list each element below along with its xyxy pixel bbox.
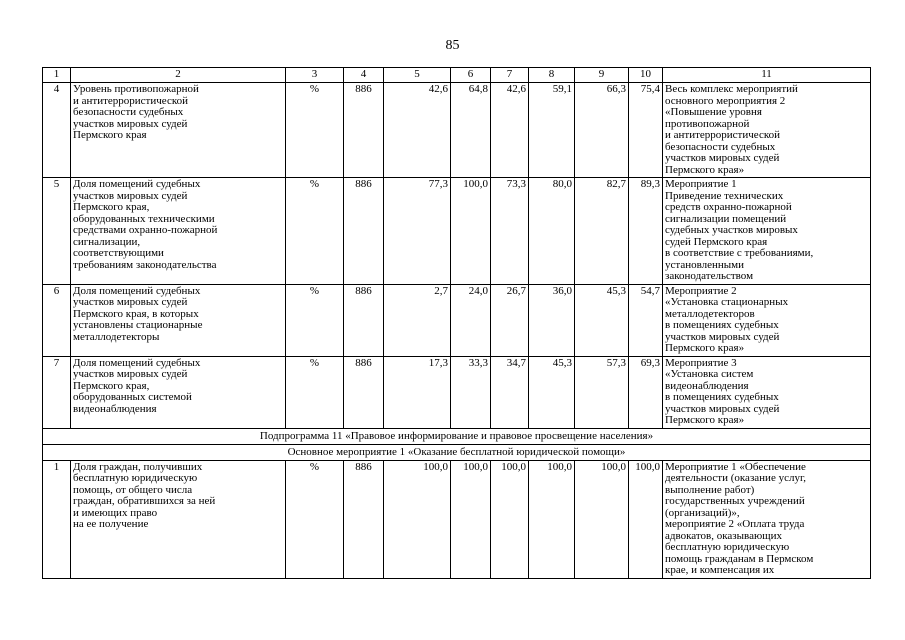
measure-line: Пермского края» xyxy=(665,342,745,354)
measure-line: крае, и компенсация их xyxy=(665,564,775,576)
column-number-header xyxy=(43,68,871,83)
measure-line: участков мировых судей xyxy=(665,330,780,343)
measure-line: участков мировых судей xyxy=(665,402,780,415)
subprogram-heading xyxy=(43,428,871,444)
indicator-name xyxy=(71,356,286,428)
value-col9: 100,0 xyxy=(575,460,629,578)
name-line: участков мировых судей xyxy=(73,117,188,130)
table-row xyxy=(43,83,871,178)
table-row xyxy=(43,356,871,428)
value-col8: 100,0 xyxy=(529,460,575,578)
measure-line: судей Пермского края xyxy=(665,235,768,248)
value-col6: 24,0 xyxy=(451,284,491,356)
header-cell: 8 xyxy=(529,68,575,83)
value-col5: 77,3 xyxy=(384,178,451,285)
name-line: участков мировых судей xyxy=(73,189,188,202)
name-line: участков мировых судей xyxy=(73,368,188,380)
measure-line: мероприятие 2 «Оплата труда xyxy=(665,518,805,530)
measure-description xyxy=(663,460,871,578)
name-line: участков мировых судей xyxy=(73,296,188,308)
name-line: средствами охранно-пожарной xyxy=(73,224,218,236)
measure-line: и антитеррористической xyxy=(665,129,780,141)
measure-line: Приведение технических xyxy=(665,189,784,202)
measure-line: Весь комплекс мероприятий xyxy=(665,83,798,95)
value-col9: 57,3 xyxy=(575,356,629,428)
name-line: оборудованных системой xyxy=(73,391,192,403)
measure-line: сигнализации помещений xyxy=(665,212,787,225)
measure-line: Пермского края» xyxy=(665,163,745,176)
measure-description xyxy=(663,178,871,285)
measure-line: помощь гражданам в Пермском xyxy=(665,552,814,565)
name-line: на ее получение xyxy=(73,518,149,530)
name-line: Пермского края, в которых xyxy=(73,307,199,320)
value-col7: 73,3 xyxy=(491,178,529,285)
name-line: сигнализации, xyxy=(73,235,141,248)
indicator-name xyxy=(71,83,286,178)
subprogram-heading-title: Подпрограмма 11 «Правовое информирование и правовое просвещение населения» xyxy=(43,428,871,444)
measure-line: в помещениях судебных xyxy=(665,391,779,403)
measure-line: государственных учреждений xyxy=(665,495,805,507)
indicators-table xyxy=(42,67,871,579)
indicator-name xyxy=(71,178,286,285)
name-line: Пермского края, xyxy=(73,201,150,213)
code-cell: 886 xyxy=(344,178,384,285)
table-row xyxy=(43,178,871,285)
main-measure-heading-title: Основное мероприятие 1 «Оказание бесплатной юридической помощи» xyxy=(43,444,871,460)
value-col7: 26,7 xyxy=(491,284,529,356)
measure-line: Мероприятие 1 «Обеспечение xyxy=(665,460,806,473)
name-line: безопасности судебных xyxy=(73,106,184,118)
value-col9: 82,7 xyxy=(575,178,629,285)
measure-description xyxy=(663,284,871,356)
name-line: видеонаблюдения xyxy=(73,402,157,415)
unit-cell: % xyxy=(286,460,344,578)
measure-line: Мероприятие 3 xyxy=(665,356,737,369)
measure-line: деятельности (оказание услуг, xyxy=(665,472,806,484)
measure-line: металлодетекторов xyxy=(665,307,755,320)
measure-line: средств охранно-пожарной xyxy=(665,201,792,213)
value-col7: 100,0 xyxy=(491,460,529,578)
table-row xyxy=(43,460,871,578)
measure-line: основного мероприятия 2 xyxy=(665,94,786,107)
value-col10: 89,3 xyxy=(629,178,663,285)
measure-line: в соответствие с требованиями, xyxy=(665,247,814,259)
name-line: и антитеррористической xyxy=(73,94,188,107)
name-line: помощь, от общего числа xyxy=(73,483,193,496)
measure-line: «Установка стационарных xyxy=(665,296,789,308)
name-line: граждан, обратившихся за ней xyxy=(73,495,216,507)
header-cell: 9 xyxy=(575,68,629,83)
value-col6: 64,8 xyxy=(451,83,491,178)
name-line: установлены стационарные xyxy=(73,319,203,331)
value-col6: 33,3 xyxy=(451,356,491,428)
header-cell: 11 xyxy=(663,68,871,83)
measure-line: «Установка систем xyxy=(665,368,754,380)
measure-line: (организаций)», xyxy=(665,506,740,519)
measure-line: установленными xyxy=(665,258,745,271)
value-col8: 45,3 xyxy=(529,356,575,428)
name-line: требованиям законодательства xyxy=(73,258,217,271)
unit-cell: % xyxy=(286,284,344,356)
name-line: Пермского края xyxy=(73,129,147,141)
code-cell: 886 xyxy=(344,356,384,428)
measure-description xyxy=(663,83,871,178)
value-col5: 42,6 xyxy=(384,83,451,178)
value-col7: 34,7 xyxy=(491,356,529,428)
value-col5: 2,7 xyxy=(384,284,451,356)
row-number: 1 xyxy=(43,460,71,578)
name-line: металлодетекторы xyxy=(73,330,160,343)
value-col8: 80,0 xyxy=(529,178,575,285)
measure-line: участков мировых судей xyxy=(665,152,780,164)
name-line: Доля помещений судебных xyxy=(73,178,201,190)
measure-line: видеонаблюдения xyxy=(665,379,749,392)
value-col6: 100,0 xyxy=(451,460,491,578)
measure-line: законодательством xyxy=(665,270,754,282)
value-col9: 45,3 xyxy=(575,284,629,356)
unit-cell: % xyxy=(286,83,344,178)
indicator-name xyxy=(71,284,286,356)
code-cell: 886 xyxy=(344,284,384,356)
value-col5: 17,3 xyxy=(384,356,451,428)
code-cell: 886 xyxy=(344,83,384,178)
measure-line: Мероприятие 1 xyxy=(665,178,737,190)
measure-line: судебных участков мировых xyxy=(665,224,798,236)
name-line: соответствующими xyxy=(73,247,164,259)
name-line: оборудованных техническими xyxy=(73,212,215,225)
row-number: 7 xyxy=(43,356,71,428)
header-cell: 6 xyxy=(451,68,491,83)
header-cell: 7 xyxy=(491,68,529,83)
value-col6: 100,0 xyxy=(451,178,491,285)
header-cell: 5 xyxy=(384,68,451,83)
value-col7: 42,6 xyxy=(491,83,529,178)
value-col8: 59,1 xyxy=(529,83,575,178)
row-number: 5 xyxy=(43,178,71,285)
main-measure-heading xyxy=(43,444,871,460)
name-line: и имеющих право xyxy=(73,506,158,519)
value-col10: 100,0 xyxy=(629,460,663,578)
table-row xyxy=(43,284,871,356)
page-number: 85 xyxy=(445,38,460,53)
measure-line: бесплатную юридическую xyxy=(665,541,790,553)
indicator-name xyxy=(71,460,286,578)
measure-line: адвокатов, оказывающих xyxy=(665,529,783,542)
header-cell: 2 xyxy=(71,68,286,83)
measure-line: противопожарной xyxy=(665,117,750,130)
measure-line: «Повышение уровня xyxy=(665,106,762,118)
name-line: Доля помещений судебных xyxy=(73,356,201,369)
unit-cell: % xyxy=(286,178,344,285)
measure-description xyxy=(663,356,871,428)
measure-line: Мероприятие 2 xyxy=(665,284,737,297)
measure-line: выполнение работ) xyxy=(665,483,755,496)
value-col8: 36,0 xyxy=(529,284,575,356)
measure-line: Пермского края» xyxy=(665,414,745,426)
unit-cell: % xyxy=(286,356,344,428)
name-line: бесплатную юридическую xyxy=(73,472,198,484)
name-line: Доля граждан, получивших xyxy=(73,460,203,473)
header-cell: 3 xyxy=(286,68,344,83)
name-line: Уровень противопожарной xyxy=(73,83,199,95)
header-cell: 10 xyxy=(629,68,663,83)
row-number: 6 xyxy=(43,284,71,356)
name-line: Доля помещений судебных xyxy=(73,284,201,297)
value-col10: 75,4 xyxy=(629,83,663,178)
header-cell: 4 xyxy=(344,68,384,83)
value-col10: 54,7 xyxy=(629,284,663,356)
measure-line: безопасности судебных xyxy=(665,140,776,153)
row-number: 4 xyxy=(43,83,71,178)
code-cell: 886 xyxy=(344,460,384,578)
name-line: Пермского края, xyxy=(73,379,150,392)
measure-line: в помещениях судебных xyxy=(665,319,779,331)
header-cell: 1 xyxy=(43,68,71,83)
value-col10: 69,3 xyxy=(629,356,663,428)
value-col5: 100,0 xyxy=(384,460,451,578)
value-col9: 66,3 xyxy=(575,83,629,178)
